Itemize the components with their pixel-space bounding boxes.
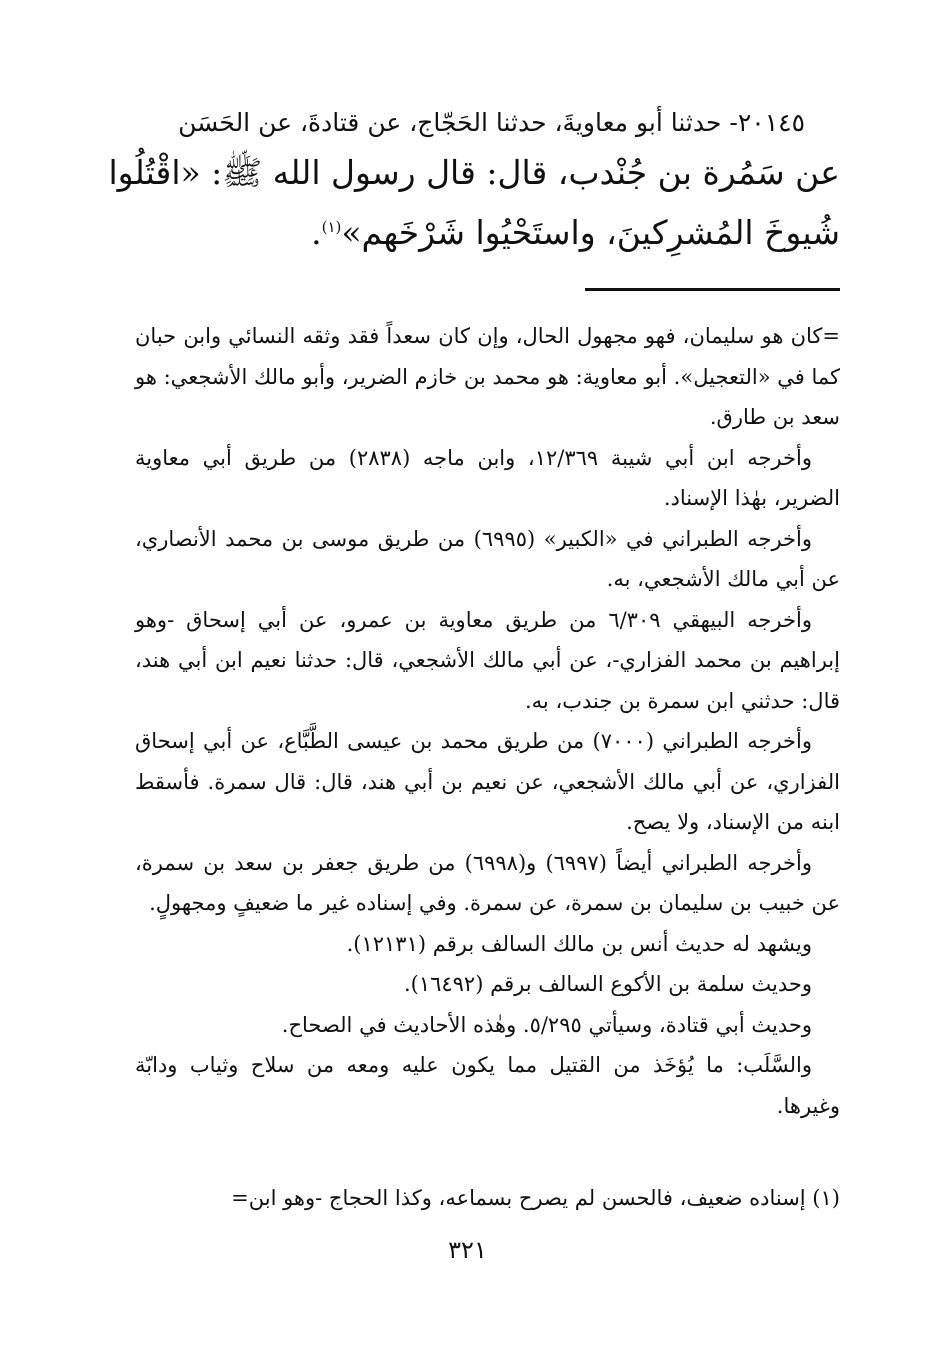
hadith-line-3 bbox=[135, 200, 840, 260]
footnote-marker: (١) bbox=[321, 218, 342, 236]
footnotes-section bbox=[135, 316, 840, 1126]
hadith-line-2: عن سَمُرة بن جُنْدب، قال: قال رسول الله ﷺ: «اقْتُلُوا bbox=[108, 153, 840, 192]
hadith-line-3-end: . bbox=[311, 213, 322, 252]
note-paragraph: والسَّلَب: ما يُؤخَذ من القتيل مما يكون عليه ومعه من سلاح وثياب ودابّة وغيرها. bbox=[135, 1053, 840, 1118]
hadith-text bbox=[108, 100, 840, 260]
note-paragraph: وأخرجه الطبراني (٧٠٠٠) من طريق محمد بن عيسى الطَّبَّاع، عن أبي إسحاق الفزاري، عن أبي مالك الأشجعي، عن نعيم بن أبي هند، قال: قال سمرة. فأسقط ابنه من الإسناد، ولا يصح. bbox=[135, 729, 840, 834]
note-line: ويشهد له حديث أنس بن مالك السالف برقم (١٢١٣١). bbox=[346, 931, 812, 956]
note-paragraph-continued: =كان هو سليمان، فهو مجهول الحال، وإن كان سعداً فقد وثقه النسائي وابن حبان كما في «التعجيل». أبو معاوية: هو محمد بن خازم الضرير، وأبو مالك الأشجعي: هو سعد بن طارق. bbox=[135, 324, 840, 429]
note-paragraph: وأخرجه الطبراني في «الكبير» (٦٩٩٥) من طريق موسى بن محمد الأنصاري، عن أبي مالك الأشجعي، به. bbox=[135, 526, 840, 591]
note-line: وحديث أبي قتادة، وسيأتي ٥/٢٩٥. وهٰذه الأحاديث في الصحاح. bbox=[281, 1012, 812, 1037]
hadith-line-3-text: شُيوخَ المُشرِكينَ، واستَحْيُوا شَرْخَهم» bbox=[341, 213, 840, 252]
note-paragraph: وأخرجه ابن أبي شيبة ١٢/٣٦٩، وابن ماجه (٢٨٣٨) من طريق أبي معاوية الضرير، بهٰذا الإسناد. bbox=[135, 445, 840, 510]
note-paragraph: وأخرجه الطبراني أيضاً (٦٩٩٧) و(٦٩٩٨) من طريق جعفر بن سعد بن سمرة، عن خبيب بن سليمان بن سمرة، عن سمرة. وفي إسناده غير ما ضعيفٍ ومجهولٍ. bbox=[135, 850, 840, 915]
page-number: ٣٢١ bbox=[448, 1236, 487, 1264]
footnote-separator bbox=[585, 288, 840, 291]
hadith-line-1: ٢٠١٤٥- حدثنا أبو معاويةَ، حدثنا الحَجّاج، عن قتادةَ، عن الحَسَن bbox=[178, 108, 805, 137]
footnote-1: (١) إسناده ضعيف، فالحسن لم يصرح بسماعه، وكذا الحجاج -وهو ابن= bbox=[231, 1186, 840, 1210]
note-paragraph: وأخرجه البيهقي ٦/٣٠٩ من طريق معاوية بن عمرو، عن أبي إسحاق -وهو إبراهيم بن محمد الفزاري-، عن أبي مالك الأشجعي، قال: حدثنا نعيم ابن أبي هند، قال: حدثني ابن سمرة بن جندب، به. bbox=[135, 607, 840, 713]
note-line: وحديث سلمة بن الأكوع السالف برقم (١٦٤٩٢). bbox=[403, 972, 812, 996]
